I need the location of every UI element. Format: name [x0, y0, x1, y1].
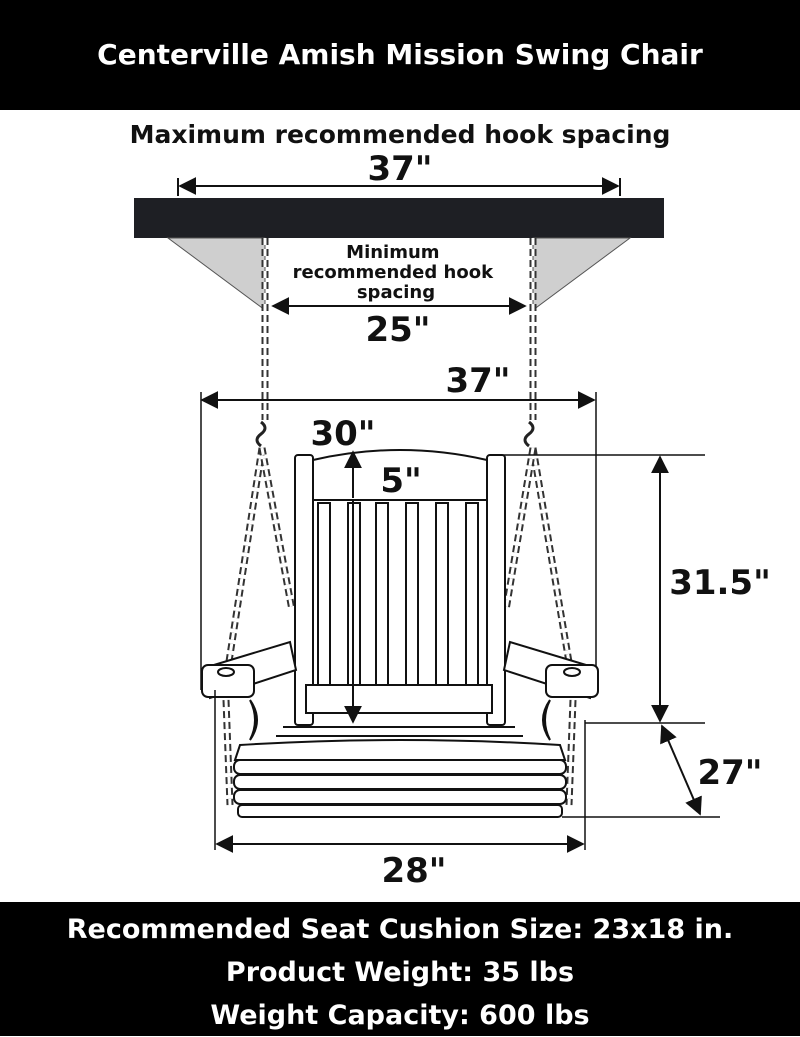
min-hook-spacing-value: 25"	[365, 310, 431, 350]
s-hook-right	[525, 422, 533, 446]
back-height-value: 31.5"	[669, 563, 771, 603]
cushion-size-text: Recommended Seat Cushion Size: 23x18 in.	[66, 914, 734, 945]
min-hook-spacing-label: Minimum recommended hook spacing	[292, 242, 494, 303]
chair-seat	[234, 727, 566, 817]
seat-width-value: 28"	[381, 851, 447, 891]
max-hook-spacing-label: Maximum recommended hook spacing	[129, 120, 671, 149]
swing-chair-diagram	[0, 110, 800, 902]
weight-capacity-text: Weight Capacity: 600 lbs	[210, 1000, 590, 1031]
back-width-value: 30"	[310, 414, 376, 454]
ceiling-beam	[134, 198, 664, 238]
specs-banner	[0, 902, 800, 1036]
left-hook-wedge	[168, 238, 265, 310]
right-hook-wedge	[533, 238, 630, 310]
s-hook-left	[257, 422, 265, 446]
title-banner	[0, 0, 800, 110]
top-rail-height-value: 5"	[380, 461, 422, 501]
seat-depth-value: 27"	[697, 753, 763, 793]
max-hook-spacing-value: 37"	[367, 149, 433, 189]
page-title: Centerville Amish Mission Swing Chair	[97, 38, 703, 71]
overall-width-dimension-line	[201, 392, 596, 690]
product-weight-text: Product Weight: 35 lbs	[225, 957, 575, 988]
overall-width-value: 37"	[445, 361, 511, 401]
